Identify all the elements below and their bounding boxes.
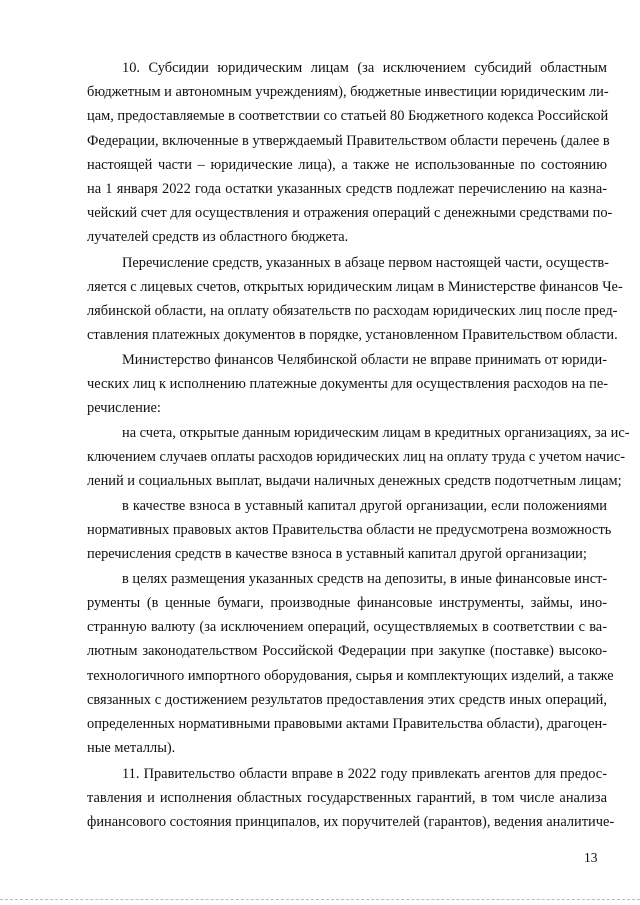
text-line: Федерации, включенные в утверждаемый Правительством области перечень (далее в: [87, 133, 610, 149]
text-line: связанных с достижением результатов предоставления этих средств иных операций,: [87, 692, 607, 708]
text-line: настоящей части – юридические лица), а также не использованные по состоянию: [87, 157, 607, 173]
text-line: на счета, открытые данным юридическим лицам в кредитных организациях, за ис-: [122, 425, 630, 441]
text-line: ключением случаев оплаты расходов юридических лиц на оплату труда с учетом начис-: [87, 449, 626, 465]
text-line: на 1 января 2022 года остатки указанных средств подлежат перечислению на казна-: [87, 181, 607, 197]
text-line: лучателей средств из областного бюджета.: [87, 229, 349, 245]
page-number: 13: [584, 850, 598, 865]
page-bottom-divider: [0, 899, 640, 900]
text-line: лений и социальных выплат, выдачи наличных денежных средств подотчетным лицам;: [87, 473, 622, 489]
text-line: ляется с лицевых счетов, открытых юридическим лицам в Министерстве финансов Че-: [87, 279, 623, 295]
text-line: 11. Правительство области вправе в 2022 году привлекать агентов для предос-: [122, 766, 607, 782]
text-line: финансового состояния принципалов, их поручителей (гарантов), ведения аналитиче-: [87, 814, 615, 830]
text-line: 10. Субсидии юридическим лицам (за исключением субсидий областным: [122, 60, 607, 76]
text-line: ные металлы).: [87, 740, 176, 756]
text-line: в качестве взноса в уставный капитал другой организации, если положениями: [122, 498, 607, 514]
text-line: перечисления средств в качестве взноса в уставный капитал другой организации;: [87, 546, 587, 562]
text-line: Перечисление средств, указанных в абзаце первом настоящей части, осуществ-: [122, 255, 609, 271]
text-line: ческих лиц к исполнению платежные документы для осуществления расходов на пе-: [87, 376, 609, 392]
text-line: технологичного импортного оборудования, сырья и комплектующих изделий, а также: [87, 668, 614, 684]
text-line: бюджетным и автономным учреждениям), бюджетные инвестиции юридическим ли-: [87, 84, 609, 100]
text-line: в целях размещения указанных средств на депозиты, в иные финансовые инст-: [122, 571, 608, 587]
text-line: Министерство финансов Челябинской области не вправе принимать от юриди-: [122, 352, 607, 368]
text-line: нормативных правовых актов Правительства области не предусмотрена возможность: [87, 522, 612, 538]
text-line: странную валюту (за исключением операций, осуществляемых в соответствии с ва-: [87, 619, 607, 635]
text-line: чейский счет для осуществления и отражения операций с денежными средствами по-: [87, 205, 613, 221]
text-line: тавления и исполнения областных государственных гарантий, в том числе анализа: [87, 790, 607, 806]
text-line: рументы (в ценные бумаги, производные финансовые инструменты, займы, ино-: [87, 595, 607, 611]
text-line: лябинской области, на оплату обязательств по расходам юридических лиц после пред-: [87, 303, 618, 319]
text-line: речисление:: [87, 400, 161, 416]
text-line: определенных нормативными правовыми актами Правительства области), драгоцен-: [87, 716, 607, 732]
text-line: лютным законодательством Российской Федерации при закупке (поставке) высоко-: [87, 643, 607, 659]
text-line: цам, предоставляемые в соответствии со статьей 80 Бюджетного кодекса Российской: [87, 108, 609, 124]
text-line: ставления платежных документов в порядке, установленном Правительством области.: [87, 327, 618, 343]
